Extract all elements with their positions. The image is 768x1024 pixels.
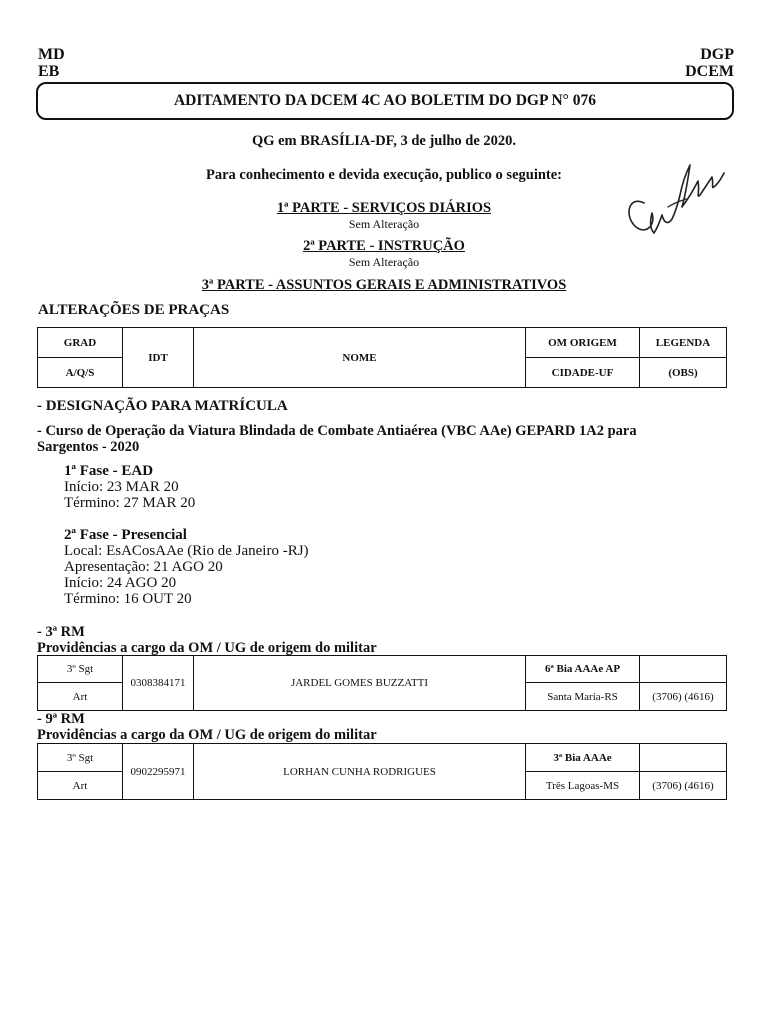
phase-1-start: Início: 23 MAR 20 — [64, 479, 179, 495]
record-cidade: Santa Maria-RS — [526, 683, 640, 711]
org-right-dgp: DGP — [700, 46, 734, 63]
providencias-3rm: Providências a cargo da OM / UG de origem do militar — [37, 640, 377, 656]
record-table-3rm — [37, 655, 727, 711]
part-2-note: Sem Alteração — [348, 255, 420, 269]
record-idt: 0902295971 — [123, 744, 194, 800]
col-legenda: LEGENDA — [640, 328, 727, 358]
group-9rm-header — [37, 711, 377, 743]
col-obs: (OBS) — [640, 358, 727, 388]
part-3-title-text: 3ª PARTE - ASSUNTOS GERAIS E ADMINISTRATIVOS — [201, 277, 567, 293]
course-title-line-2: Sargentos - 2020 — [37, 439, 140, 455]
phase-2-presentation: Apresentação: 21 AGO 20 — [64, 559, 223, 575]
part-1-note: Sem Alteração — [348, 217, 420, 231]
phase-1-title: 1ª Fase - EAD — [64, 463, 154, 479]
record-grad: 3º Sgt — [38, 656, 123, 683]
org-left — [38, 46, 65, 80]
document-title: ADITAMENTO DA DCEM 4C AO BOLETIM DO DGP N° 076 — [173, 92, 596, 109]
phase-2-end: Término: 16 OUT 20 — [64, 591, 192, 607]
col-om-origem: OM ORIGEM — [526, 328, 640, 358]
org-right-dcem: DCEM — [685, 63, 734, 80]
col-aqs: A/Q/S — [38, 358, 123, 388]
col-nome: NOME — [194, 328, 526, 388]
header-table — [37, 327, 727, 388]
record-om: 3ª Bia AAAe — [526, 744, 640, 772]
region-9rm: - 9ª RM — [37, 711, 85, 727]
providencias-9rm: Providências a cargo da OM / UG de origem do militar — [37, 727, 377, 743]
record-cidade: Três Lagoas-MS — [526, 772, 640, 800]
col-cidade-uf: CIDADE-UF — [526, 358, 640, 388]
part-1-title-text: 1ª PARTE - SERVIÇOS DIÁRIOS — [276, 200, 492, 216]
col-idt: IDT — [123, 328, 194, 388]
handwritten-signature — [616, 155, 726, 245]
phase-2-location: Local: EsACosAAe (Rio de Janeiro -RJ) — [64, 543, 309, 559]
place-date: QG em BRASÍLIA-DF, 3 de julho de 2020. — [251, 133, 517, 149]
phase-1-end: Término: 27 MAR 20 — [64, 495, 196, 511]
course-title — [37, 423, 637, 455]
publish-line: Para conhecimento e devida execução, publico o seguinte: — [205, 167, 562, 183]
course-title-line-1: - Curso de Operação da Viatura Blindada de Combate Antiaérea (VBC AAe) GEPARD 1A2 para — [37, 423, 637, 439]
record-nome: LORHAN CUNHA RODRIGUES — [194, 744, 526, 800]
phase-2 — [64, 527, 309, 607]
section-heading: ALTERAÇÕES DE PRAÇAS — [38, 302, 230, 318]
designation-heading: - DESIGNAÇÃO PARA MATRÍCULA — [37, 398, 288, 414]
col-grad: GRAD — [38, 328, 123, 358]
group-3rm-header — [37, 624, 377, 656]
record-om: 6ª Bia AAAe AP — [526, 656, 640, 683]
phase-1 — [64, 463, 195, 511]
record-legenda: (3706) (4616) — [640, 772, 727, 800]
record-qualif: Art — [38, 772, 123, 800]
region-3rm: - 3ª RM — [37, 624, 85, 640]
org-right — [685, 46, 734, 80]
part-3-title — [0, 277, 768, 294]
part-2-title-text: 2ª PARTE - INSTRUÇÃO — [303, 238, 465, 254]
record-legenda: (3706) (4616) — [640, 683, 727, 711]
org-left-md: MD — [38, 46, 65, 63]
record-idt: 0308384171 — [123, 656, 194, 711]
phase-2-start: Início: 24 AGO 20 — [64, 575, 177, 591]
record-legenda-top — [640, 744, 727, 772]
phase-2-title: 2ª Fase - Presencial — [64, 527, 187, 543]
record-legenda-top — [640, 656, 727, 683]
record-nome: JARDEL GOMES BUZZATTI — [194, 656, 526, 711]
record-grad: 3º Sgt — [38, 744, 123, 772]
org-left-eb: EB — [38, 63, 60, 80]
record-qualif: Art — [38, 683, 123, 711]
record-table-9rm — [37, 743, 727, 800]
